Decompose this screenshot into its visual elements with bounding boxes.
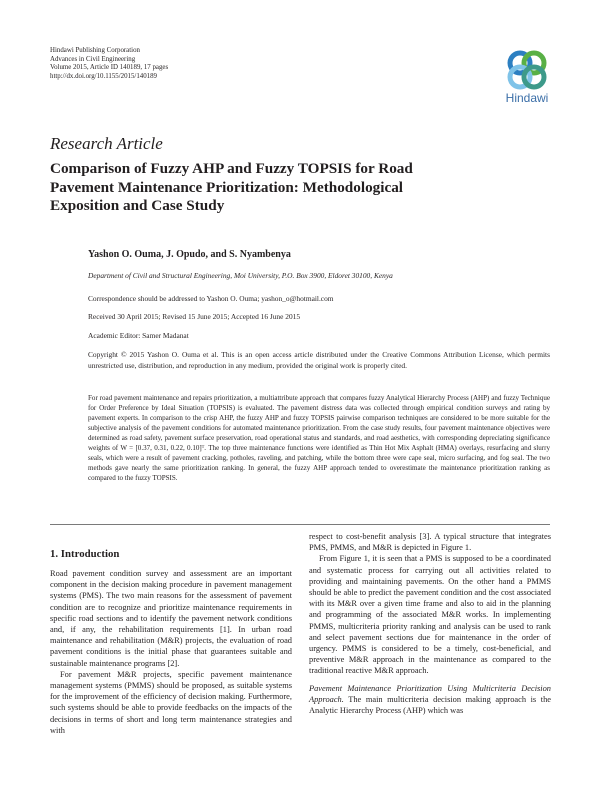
doi-link[interactable]: http://dx.doi.org/10.1155/2015/140189 — [50, 72, 157, 80]
author-list: Yashon O. Ouma, J. Opudo, and S. Nyambenya — [88, 249, 291, 260]
journal-header — [50, 47, 168, 81]
journal-name: Advances in Civil Engineering — [50, 55, 136, 63]
correspondence: Correspondence should be addressed to Yashon O. Ouma; yashon_o@hotmail.com — [88, 294, 334, 303]
body-paragraph: Road pavement condition survey and assessment are an important component in the decision making procedure in pavement management systems (PMS). The two main reasons for the assessment of pavement condition are to recognize and prioritize maintenance requirements in specific road sections and to identify the pavement network conditions and, if any, the rehabilitation requirements [1]. In urban road maintenance and rehabilitation (M&R) projects, the evaluation of road pavement conditions is the initial phase that guarantees suitable and sustainable maintenance programs [2]. — [50, 569, 292, 668]
body-paragraph: From Figure 1, it is seen that a PMS is supposed to be a coordinated and systematic process for carrying out all activities related to providing and maintaining pavements. On the other hand a PMMS should be able to predict the pavement condition and the cost associated with its M&R over a given time frame and also to aid in the planning and programming of the associated M&R works. In implementing PMMS, multicriteria priority ranking and analysis can be used to rank and select pavement sections due for maintenance in the order of urgency. PMMS is considered to be a timely, cost-beneficial, and preventive M&R approach in the maintenance as compared to the traditional reactive M&R approach. — [309, 554, 551, 676]
hindawi-logo-text: Hindawi — [505, 91, 549, 105]
article-dates: Received 30 April 2015; Revised 15 June 2015; Accepted 16 June 2015 — [88, 312, 301, 321]
copyright-notice: Copyright © 2015 Yashon O. Ouma et al. This is an open access article distributed under the Creative Commons Attribution License, which permits unrestricted use, distribution, and reproduction in any medium, provided the original work is properly cited. — [88, 350, 550, 370]
abstract: For road pavement maintenance and repairs prioritization, a multiattribute approach that compares fuzzy Analytical Hierarchy Process (AHP) and fuzzy Technique for Order Preference by Ideal Situation (TOPSIS) is evaluated. The pavement distress data was collected through empirical condition surveys and rating by pavement experts. In comparison to the crisp AHP, the fuzzy AHP and fuzzy TOPSIS pairwise comparison techniques are considered to be more suitable for the subjective analysis of the pavement conditions for automated maintenance prioritization. From the case study results, four pavement maintenance objectives were determined as road safety, pavement surface preservation, road operational status and standards, and road aesthetics, with corresponding depreciating significance weights of W = [0.37, 0.31, 0.22, 0.10]ᵀ. The top three maintenance functions were identified as Thin Hot Mix Asphalt (HMA) overlays, resurfacing and slurry seals, which were a result of pavement cracking, potholes, raveling, and patching, while the bottom three were cape seal, micro surfacing, and fog seal. The two methods gave nearly the same prioritization ranking. In general, the fuzzy AHP approach tended to overestimate the maintenance prioritization ranking as compared to the fuzzy TOPSIS. — [88, 394, 550, 482]
paper-title — [50, 160, 530, 216]
affiliation: Department of Civil and Structural Engineering, Moi University, P.O. Box 3900, Eldoret 30100, Kenya — [88, 271, 393, 280]
article-type: Research Article — [50, 134, 163, 153]
left-column — [50, 548, 292, 736]
section-heading: 1. Introduction — [50, 548, 120, 560]
hindawi-logo — [496, 50, 558, 108]
hindawi-logo-icon — [504, 50, 550, 90]
title-line: Exposition and Case Study — [50, 197, 225, 214]
body-paragraph — [309, 683, 551, 717]
right-column — [309, 531, 551, 716]
publisher-name: Hindawi Publishing Corporation — [50, 47, 140, 54]
volume-line: Volume 2015, Article ID 140189, 17 pages — [50, 64, 169, 72]
body-paragraph: For pavement M&R projects, specific pavement maintenance management systems (PMMS) should be proposed, as suitable systems for the improvement of the efficiency of decision making. Furthermore, such systems should be able to provide feedbacks on the impacts of the decisions in terms of short and long term maintenance strategies and with — [50, 669, 292, 735]
subsection-lead: Pavement Maintenance Prioritization Using Multicriteria Decision Approach. — [309, 683, 551, 704]
title-line: Pavement Maintenance Prioritization: Methodological — [50, 178, 404, 196]
title-line: Comparison of Fuzzy AHP and Fuzzy TOPSIS for Road — [50, 160, 413, 177]
body-paragraph: respect to cost-benefit analysis [3]. A typical structure that integrates PMS, PMMS, and M&R is depicted in Figure 1. — [309, 532, 551, 553]
section-divider — [50, 524, 550, 525]
academic-editor: Academic Editor: Samer Madanat — [88, 331, 189, 340]
paragraph-text: The main multicriteria decision making approach is the Analytic Hierarchy Process (AHP) which was — [309, 694, 551, 716]
